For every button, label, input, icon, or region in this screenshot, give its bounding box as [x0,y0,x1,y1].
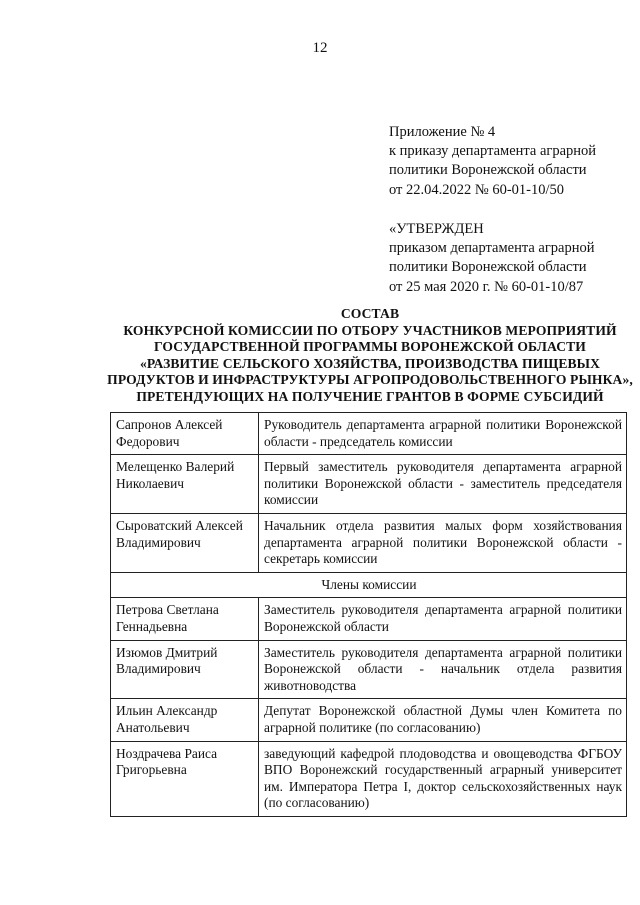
title-line: ГОСУДАРСТВЕННОЙ ПРОГРАММЫ ВОРОНЕЖСКОЙ ОБЛАСТИ [154,339,586,355]
page-number: 12 [312,40,328,56]
member-role: Первый заместитель руководителя департамента аграрной политики Воронежской области - заместитель председателя комиссии [259,455,627,514]
member-role: Заместитель руководителя департамента аграрной политики Воронежской области - начальник отдела развития животноводства [259,640,627,699]
member-name: Изюмов Дмитрий Владимирович [111,640,259,699]
title-line: ПРОДУКТОВ И ИНФРАСТРУКТУРЫ АГРОПРОДОВОЛЬСТВЕННОГО РЫНКА», [107,372,633,388]
member-name: Ноздрачева Раиса Григорьевна [111,741,259,816]
member-name: Ильин Александр Анатольевич [111,699,259,741]
section-row [111,572,627,598]
title-line: ПРЕТЕНДУЮЩИХ НА ПОЛУЧЕНИЕ ГРАНТОВ В ФОРМЕ СУБСИДИЙ [136,388,604,404]
member-name: Петрова Светлана Геннадьевна [111,598,259,640]
commission-table [110,412,627,817]
appendix-line: Приложение № 4 [389,124,496,140]
document-title [100,306,640,406]
appendix-line: к приказу департамента аграрной [389,143,597,160]
approval-line: политики Воронежской области [389,259,587,276]
table-row [111,640,627,699]
table-row [111,513,627,572]
member-role: Заместитель руководителя департамента аграрной политики Воронежской области [259,598,627,640]
approval-line: от 25 мая 2020 г. № 60-01-10/87 [389,278,584,295]
table-row [111,598,627,640]
member-name: Мелещенко Валерий Николаевич [111,455,259,514]
approval-block [389,220,595,297]
table-row [111,413,627,455]
member-role: Депутат Воронежской областной Думы член Комитета по аграрной политике (по согласованию) [259,699,627,741]
section-heading: Члены комиссии [111,572,627,598]
member-role: Руководитель департамента аграрной политики Воронежской области - председатель комиссии [259,413,627,455]
title-line: СОСТАВ [340,306,400,321]
table-row [111,741,627,816]
member-name: Сапронов Алексей Федорович [111,413,259,455]
member-role: заведующий кафедрой плодоводства и овощеводства ФГБОУ ВПО Воронежский государственный аграрный университет им. Императора Петра I, доктор сельскохозяйственных наук (по согласованию) [259,741,627,816]
appendix-line: от 22.04.2022 № 60-01-10/50 [389,181,565,198]
appendix-line: политики Воронежской области [389,162,587,179]
approval-line: приказом департамента аграрной [389,240,595,257]
table-row [111,455,627,514]
title-line: КОНКУРСНОЙ КОМИССИИ ПО ОТБОРУ УЧАСТНИКОВ МЕРОПРИЯТИЙ [123,322,617,338]
member-name: Сыроватский Алексей Владимирович [111,513,259,572]
title-line: «РАЗВИТИЕ СЕЛЬСКОГО ХОЗЯЙСТВА, ПРОИЗВОДСТВА ПИЩЕВЫХ [139,355,601,371]
member-role: Начальник отдела развития малых форм хозяйствования департамента аграрной политики Воронежской области - секретарь комиссии [259,513,627,572]
appendix-block [389,123,596,200]
table-row [111,699,627,741]
approval-line: «УТВЕРЖДЕН [389,221,484,237]
